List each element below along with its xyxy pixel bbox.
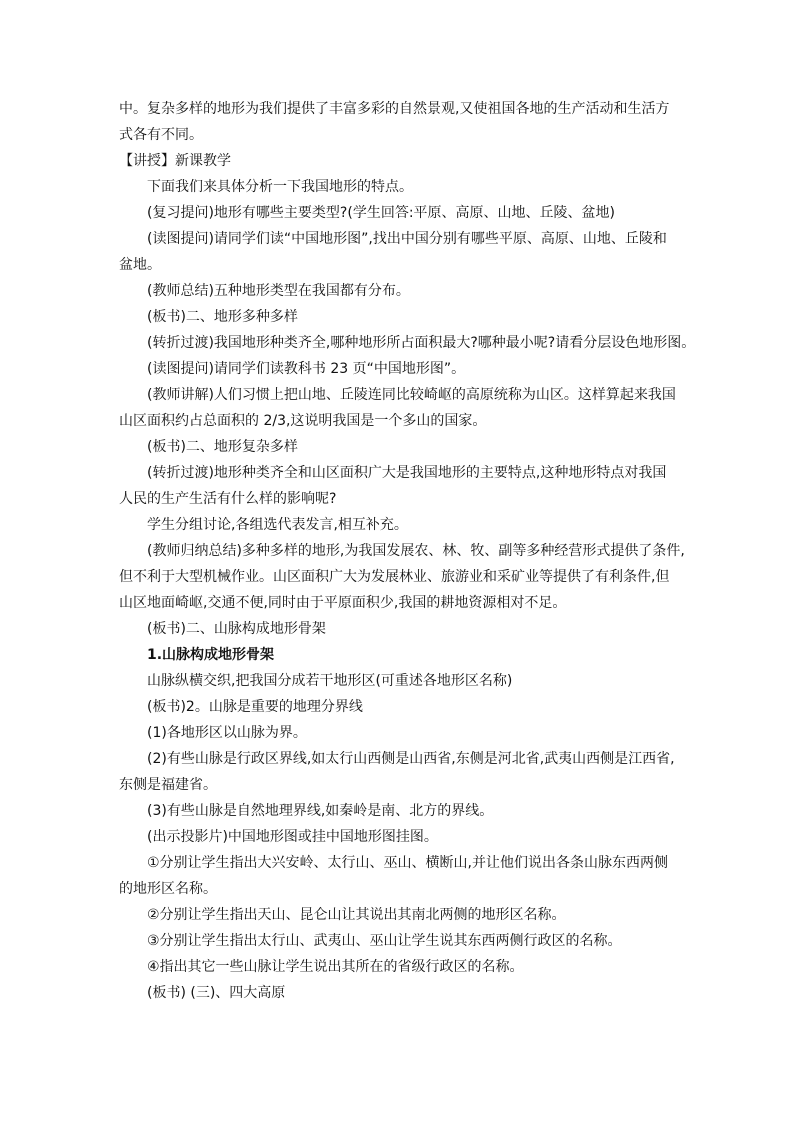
paragraph-line: (教师讲解)人们习惯上把山地、丘陵连同比较崎岖的高原统称为山区。这样算起来我国 (147, 387, 676, 403)
paragraph-line: 山脉纵横交织,把我国分成若干地形区(可重述各地形区名称) (147, 673, 513, 689)
paragraph-line: (转折过渡)我国地形种类齐全,哪种地形所占面积最大?哪种最小呢?请看分层设色地形图。 (147, 335, 696, 351)
paragraph-line: 山区面积约占总面积的 2/3,这说明我国是一个多山的国家。 (119, 413, 487, 429)
list-item: ①分别让学生指出大兴安岭、太行山、巫山、横断山,并让他们说出各条山脉东西两侧 (147, 855, 668, 871)
list-item: ④指出其它一些山脉让学生说出其所在的省级行政区的名称。 (147, 959, 524, 975)
subsection-heading: 1.山脉构成地形骨架 (147, 647, 275, 663)
list-item: (2)有些山脉是行政区界线,如太行山西侧是山西省,东侧是河北省,武夷山西侧是江西省, (147, 751, 675, 767)
board-note: (板书)二、地形复杂多样 (147, 439, 298, 455)
board-note: (板书)2。山脉是重要的地理分界线 (147, 699, 363, 715)
paragraph-line: (读图提问)请同学们读教科书 23 页“中国地形图”。 (147, 361, 466, 377)
board-note: (板书) (三)、四大高原 (147, 985, 286, 1001)
paragraph-line: 但不利于大型机械作业。山区面积广大为发展林业、旅游业和采矿业等提供了有利条件,但 (119, 569, 670, 585)
paragraph-line: 人民的生产生活有什么样的影响呢? (119, 491, 337, 507)
list-item: ②分别让学生指出天山、昆仑山让其说出其南北两侧的地形区名称。 (147, 907, 566, 923)
section-heading: 【讲授】新课教学 (119, 153, 231, 169)
paragraph-line: (转折过渡)地形种类齐全和山区面积广大是我国地形的主要特点,这种地形特点对我国 (147, 465, 667, 481)
paragraph-line: 式各有不同。 (119, 127, 203, 143)
paragraph-line: (读图提问)请同学们读“中国地形图”,找出中国分别有哪些平原、高原、山地、丘陵和 (147, 231, 667, 247)
document-body (119, 96, 696, 1006)
paragraph-line: (教师总结)五种地形类型在我国都有分布。 (147, 283, 410, 299)
list-item: (3)有些山脉是自然地理界线,如秦岭是南、北方的界线。 (147, 803, 494, 819)
board-note: (板书)二、山脉构成地形骨架 (147, 621, 326, 637)
list-item-continuation: 的地形区名称。 (119, 881, 217, 897)
paragraph-line: 盆地。 (119, 257, 161, 273)
paragraph-line: (出示投影片)中国地形图或挂中国地形图挂图。 (147, 829, 438, 845)
paragraph-line: 中。复杂多样的地形为我们提供了丰富多彩的自然景观,又使祖国各地的生产活动和生活方 (119, 101, 670, 117)
paragraph-line: (教师归纳总结)多种多样的地形,为我国发展农、林、牧、副等多种经营形式提供了条件, (147, 543, 685, 559)
paragraph-line: (复习提问)地形有哪些主要类型?(学生回答:平原、高原、山地、丘陵、盆地) (147, 205, 615, 221)
paragraph-line: 学生分组讨论,各组选代表发言,相互补充。 (147, 517, 408, 533)
list-item: (1)各地形区以山脉为界。 (147, 725, 307, 741)
paragraph-line: 山区地面崎岖,交通不便,同时由于平原面积少,我国的耕地资源相对不足。 (119, 595, 567, 611)
paragraph-line: 下面我们来具体分析一下我国地形的特点。 (147, 179, 413, 195)
list-item: ③分别让学生指出太行山、武夷山、巫山让学生说其东西两侧行政区的名称。 (147, 933, 622, 949)
list-item-continuation: 东侧是福建省。 (119, 777, 217, 793)
board-note: (板书)二、地形多种多样 (147, 309, 298, 325)
